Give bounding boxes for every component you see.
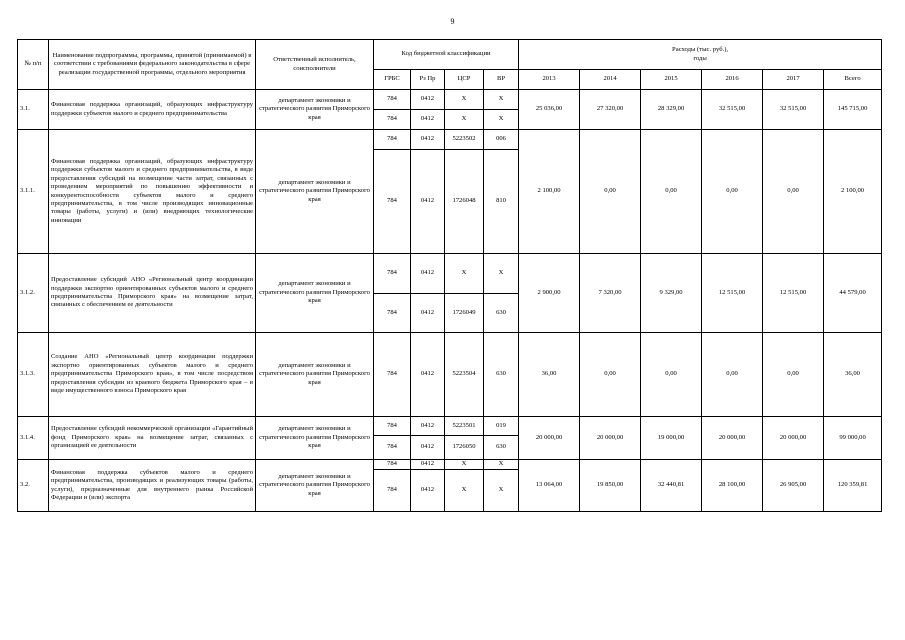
value-2016: 0,00 <box>702 130 763 254</box>
code-csr: X <box>445 470 484 512</box>
table-row <box>18 460 882 470</box>
value-2013: 2 100,00 <box>519 130 580 254</box>
row-executor: департамент экономики и стратегического развития Приморского края <box>256 333 374 417</box>
value-2017: 32 515,00 <box>763 90 824 130</box>
value-total: 145 715,00 <box>824 90 882 130</box>
code-csr: 1726049 <box>445 294 484 333</box>
code-grbs: 784 <box>374 333 411 417</box>
code-csr: X <box>445 254 484 294</box>
header-vr: ВР <box>484 70 519 90</box>
code-grbs: 784 <box>374 254 411 294</box>
code-vr: X <box>484 90 519 110</box>
row-name: Финансовая поддержка организаций, образующих инфраструктуру поддержки субъектов малого и среднего предпринимательства, в виде предоставления субсидий на возмещение части затрат, связанных с проведением мероприятий по повышению эффективности и конкурентоспособности субъектов малого и среднего предпринимательства, в том числе производящих инновационные товары (работы, услуги) и (или) внедряющих технологические инновации <box>49 130 256 254</box>
value-2015: 9 329,00 <box>641 254 702 333</box>
header-2017: 2017 <box>763 70 824 90</box>
value-2016: 0,00 <box>702 333 763 417</box>
code-vr: 630 <box>484 294 519 333</box>
value-total: 120 359,81 <box>824 460 882 512</box>
code-vr: 630 <box>484 333 519 417</box>
code-vr: X <box>484 110 519 130</box>
code-grbs: 784 <box>374 294 411 333</box>
value-2017: 26 905,00 <box>763 460 824 512</box>
code-grbs: 784 <box>374 110 411 130</box>
table-row <box>18 254 882 294</box>
code-grbs: 784 <box>374 417 411 436</box>
row-number: 3.2. <box>18 460 49 512</box>
code-grbs: 784 <box>374 130 411 150</box>
table-row <box>18 130 882 150</box>
code-rzpr: 0412 <box>411 110 445 130</box>
code-rzpr: 0412 <box>411 90 445 110</box>
header-2013: 2013 <box>519 70 580 90</box>
code-csr: 5223501 <box>445 417 484 436</box>
code-csr: 5223502 <box>445 130 484 150</box>
value-2015: 19 000,00 <box>641 417 702 460</box>
code-rzpr: 0412 <box>411 294 445 333</box>
row-executor: департамент экономики и стратегического развития Приморского края <box>256 90 374 130</box>
table-row <box>18 417 882 436</box>
code-csr: X <box>445 460 484 470</box>
code-vr: 810 <box>484 150 519 254</box>
row-executor: департамент экономики и стратегического развития Приморского края <box>256 254 374 333</box>
value-2015: 0,00 <box>641 333 702 417</box>
value-total: 2 100,00 <box>824 130 882 254</box>
row-number: 3.1.1. <box>18 130 49 254</box>
code-rzpr: 0412 <box>411 333 445 417</box>
code-csr: 1726050 <box>445 436 484 460</box>
table-row <box>18 90 882 110</box>
header-grbs: ГРБС <box>374 70 411 90</box>
row-name: Предоставление субсидий АНО «Региональный центр координации поддержки экспортно ориентированных субъектов малого и среднего предпринимательства Приморского края» на возмещение затрат, связанных с обеспечением ее деятельности <box>49 254 256 333</box>
code-rzpr: 0412 <box>411 254 445 294</box>
value-2017: 0,00 <box>763 333 824 417</box>
value-2014: 7 320,00 <box>580 254 641 333</box>
code-csr: X <box>445 110 484 130</box>
value-2014: 0,00 <box>580 333 641 417</box>
row-number: 3.1.2. <box>18 254 49 333</box>
value-2013: 13 064,00 <box>519 460 580 512</box>
value-2017: 12 515,00 <box>763 254 824 333</box>
value-2015: 0,00 <box>641 130 702 254</box>
row-number: 3.1. <box>18 90 49 130</box>
budget-table <box>17 39 882 512</box>
code-vr: X <box>484 470 519 512</box>
value-2013: 25 036,00 <box>519 90 580 130</box>
value-total: 99 000,00 <box>824 417 882 460</box>
code-rzpr: 0412 <box>411 436 445 460</box>
code-grbs: 784 <box>374 150 411 254</box>
row-executor: департамент экономики и стратегического развития Приморского края <box>256 130 374 254</box>
header-expenses-group: Расходы (тыс. руб.), годы <box>519 40 882 70</box>
code-grbs: 784 <box>374 90 411 110</box>
row-name: Создание АНО «Региональный центр координации поддержки экспортно ориентированных субъектов малого и среднего предпринимательства Приморского края», в том числе посредством предоставления субсидии из краевого бюджета Приморского края – в виде имущественного взноса Приморского края <box>49 333 256 417</box>
row-executor: департамент экономики и стратегического развития Приморского края <box>256 460 374 512</box>
code-csr: 5223504 <box>445 333 484 417</box>
value-2015: 32 440,81 <box>641 460 702 512</box>
header-2015: 2015 <box>641 70 702 90</box>
row-number: 3.1.4. <box>18 417 49 460</box>
value-2017: 0,00 <box>763 130 824 254</box>
value-2016: 32 515,00 <box>702 90 763 130</box>
code-rzpr: 0412 <box>411 417 445 436</box>
row-executor: департамент экономики и стратегического развития Приморского края <box>256 417 374 460</box>
header-executor: Ответственный исполнитель, соисполнители <box>256 40 374 90</box>
value-2015: 28 329,00 <box>641 90 702 130</box>
value-2014: 0,00 <box>580 130 641 254</box>
header-2016: 2016 <box>702 70 763 90</box>
value-2017: 20 000,00 <box>763 417 824 460</box>
page-number: 9 <box>450 17 455 26</box>
code-vr: 019 <box>484 417 519 436</box>
code-vr: X <box>484 460 519 470</box>
header-name: Наименование подпрограммы, программы, принятой (принимаемой) в соответствии с требованиями федерального законодательства в сфере реализации государственной программы, отдельного мероприятия <box>49 40 256 90</box>
value-2014: 27 320,00 <box>580 90 641 130</box>
code-rzpr: 0412 <box>411 470 445 512</box>
value-2013: 36,00 <box>519 333 580 417</box>
code-csr: 1726048 <box>445 150 484 254</box>
header-total: Всего <box>824 70 882 90</box>
code-grbs: 784 <box>374 436 411 460</box>
code-vr: 006 <box>484 130 519 150</box>
header-num: № п/п <box>18 40 49 90</box>
code-grbs: 784 <box>374 470 411 512</box>
code-rzpr: 0412 <box>411 130 445 150</box>
row-name: Финансовая поддержка субъектов малого и среднего предпринимательства, производящих и реализующих товары (работы, услуги), предназначенные для внутреннего рынка Российской Федерации и (или) экспорта <box>49 460 256 512</box>
table-row <box>18 333 882 417</box>
code-rzpr: 0412 <box>411 150 445 254</box>
header-rzpr: Рз Пр <box>411 70 445 90</box>
value-total: 36,00 <box>824 333 882 417</box>
code-vr: 630 <box>484 436 519 460</box>
value-2013: 2 900,00 <box>519 254 580 333</box>
code-vr: X <box>484 254 519 294</box>
value-2014: 19 850,00 <box>580 460 641 512</box>
header-row-top <box>18 40 882 70</box>
value-2014: 20 000,00 <box>580 417 641 460</box>
row-name: Предоставление субсидий некоммерческой организации «Гарантийный фонд Приморского края» на возмещение затрат, связанных с организацией ее деятельности <box>49 417 256 460</box>
value-total: 44 579,00 <box>824 254 882 333</box>
header-2014: 2014 <box>580 70 641 90</box>
header-code-group: Код бюджетной классификации <box>374 40 519 70</box>
code-csr: X <box>445 90 484 110</box>
code-rzpr: 0412 <box>411 460 445 470</box>
row-number: 3.1.3. <box>18 333 49 417</box>
value-2016: 12 515,00 <box>702 254 763 333</box>
code-grbs: 784 <box>374 460 411 470</box>
value-2013: 20 000,00 <box>519 417 580 460</box>
row-name: Финансовая поддержка организаций, образующих инфраструктуру поддержки субъектов малого и среднего предпринимательства <box>49 90 256 130</box>
value-2016: 28 100,00 <box>702 460 763 512</box>
header-csr: ЦСР <box>445 70 484 90</box>
value-2016: 20 000,00 <box>702 417 763 460</box>
